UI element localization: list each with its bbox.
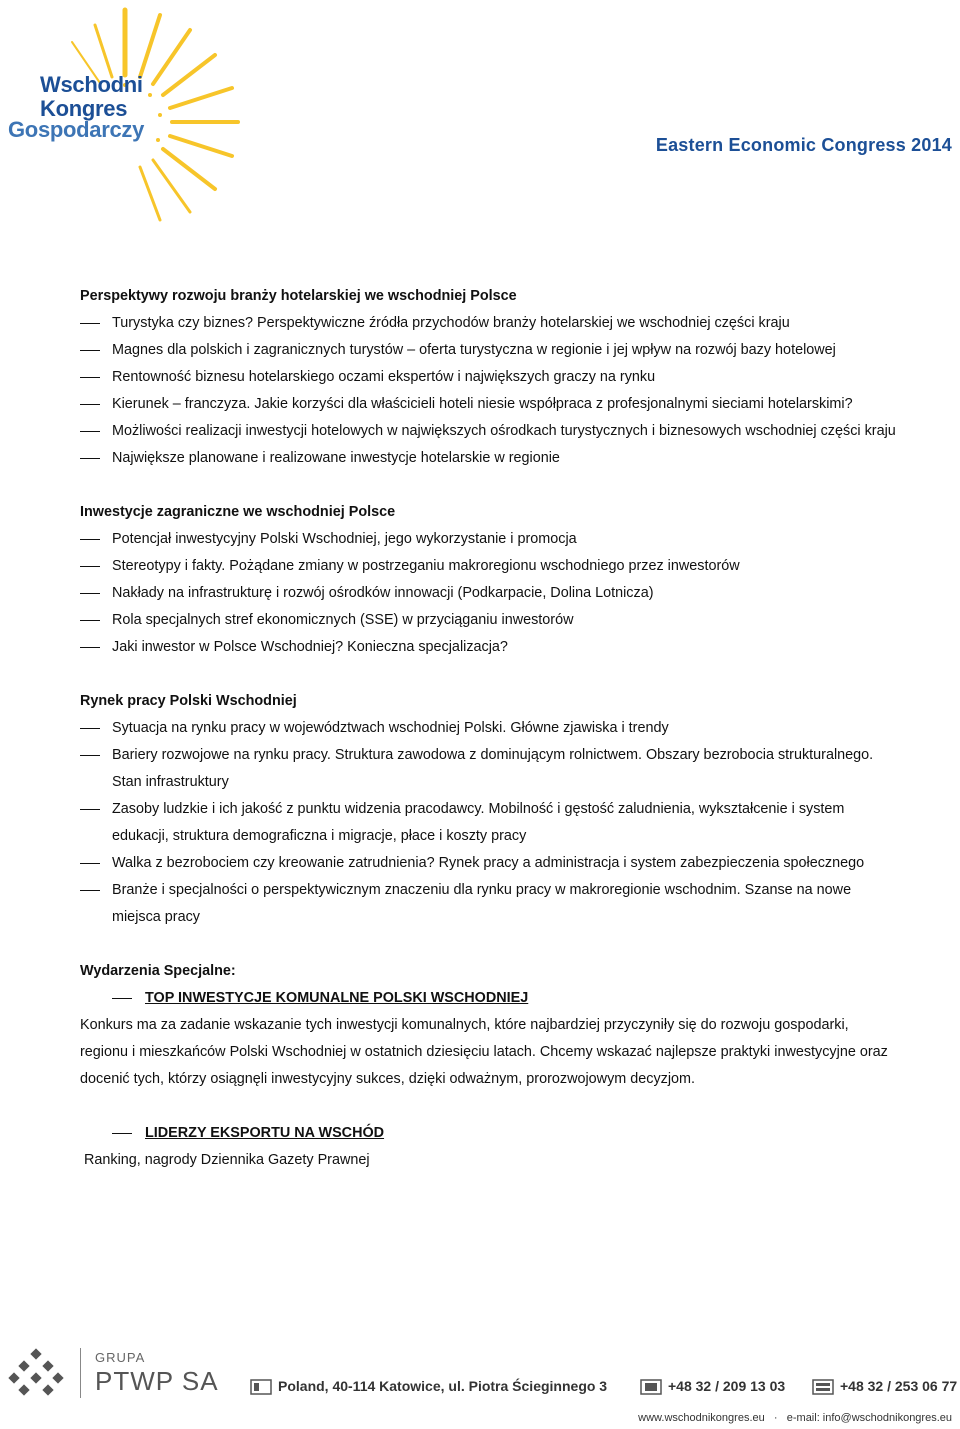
logo-line-3: Gospodarczy <box>8 117 145 142</box>
building-icon <box>250 1379 272 1395</box>
email-link[interactable]: e-mail: info@wschodnikongres.eu <box>786 1412 952 1424</box>
phone-text: +48 32 / 209 13 03 <box>668 1378 786 1394</box>
bullet-list <box>80 526 900 661</box>
list-item: Bariery rozwojowe na rynku pracy. Struktura zawodowa z dominującym rolnictwem. Obszary bezrobocia strukturalnego. Stan infrastruktury <box>80 742 900 796</box>
section-title: Inwestycje zagraniczne we wschodniej Polsce <box>80 504 396 520</box>
address-text: Poland, 40-114 Katowice, ul. Piotra Ścieginnego 3 <box>278 1378 608 1394</box>
list-item: Sytuacja na rynku pracy w województwach wschodniej Polski. Główne zjawiska i trendy <box>80 715 900 742</box>
section-special-events <box>80 958 900 1174</box>
list-item: Potencjał inwestycyjny Polski Wschodniej, jego wykorzystanie i promocja <box>80 526 900 553</box>
web-contact: www.wschodnikongres.eu · e-mail: info@wschodnikongres.eu <box>638 1412 952 1424</box>
list-item: Nakłady na infrastrukturę i rozwój ośrodków innowacji (Podkarpacie, Dolina Lotnicza) <box>80 580 900 607</box>
event-title: TOP INWESTYCJE KOMUNALNE POLSKI WSCHODNIEJ <box>80 985 900 1012</box>
phone-block <box>640 1378 785 1395</box>
list-item: Kierunek – franczyza. Jakie korzyści dla właścicieli hoteli niesie współpraca z profesjonalnymi sieciami hotelarskimi? <box>80 391 900 418</box>
list-item: Możliwości realizacji inwestycji hotelowych w największych ośrodkach turystycznych i biznesowych wschodniej części kraju <box>80 418 900 445</box>
congress-title: Eastern Economic Congress 2014 <box>655 135 952 155</box>
section-title: Rynek pracy Polski Wschodniej <box>80 693 297 709</box>
footer-divider <box>80 1348 81 1398</box>
list-item: Branże i specjalności o perspektywicznym znaczeniu dla rynku pracy w makroregionie wschodnim. Szanse na nowe miejsca pracy <box>80 877 900 931</box>
grupa-label: GRUPA <box>95 1350 146 1365</box>
spacer <box>80 1093 900 1120</box>
ptwp-logo-icon <box>8 1348 68 1398</box>
bullet-list <box>80 715 900 931</box>
document-body <box>80 283 900 1174</box>
list-item: Walka z bezrobociem czy kreowanie zatrudnienia? Rynek pracy a administracja i system zabezpieczenia społecznego <box>80 850 900 877</box>
footer <box>0 1340 960 1429</box>
logo-line-1: Wschodni <box>40 72 143 97</box>
list-item: Rola specjalnych stref ekonomicznych (SSE) w przyciąganiu inwestorów <box>80 607 900 634</box>
company-name: PTWP SA <box>95 1366 219 1396</box>
fax-icon <box>812 1379 834 1395</box>
fax-block <box>812 1378 957 1395</box>
fax-text: +48 32 / 253 06 77 <box>840 1378 958 1394</box>
list-item: Jaki inwestor w Polsce Wschodniej? Konieczna specjalizacja? <box>80 634 900 661</box>
bullet-list <box>80 310 900 472</box>
section-hotel <box>80 283 900 472</box>
list-item: Magnes dla polskich i zagranicznych turystów – oferta turystyczna w regionie i jej wpływ na rozwój bazy hotelowej <box>80 337 900 364</box>
event-description: Ranking, nagrody Dziennika Gazety Prawnej <box>84 1152 370 1168</box>
list-item: Rentowność biznesu hotelarskiego oczami ekspertów i największych graczy na rynku <box>80 364 900 391</box>
header <box>0 0 960 230</box>
section-labor-market <box>80 688 900 931</box>
list-item: Największe planowane i realizowane inwestycje hotelarskie w regionie <box>80 445 900 472</box>
event-description: Konkurs ma za zadanie wskazanie tych inwestycji komunalnych, które najbardziej przyczyniły się do rozwoju gospodarki, regionu i mieszkańców Polski Wschodniej w ostatnich dziesięciu latach. Chcemy wskazać najlepsze praktyki inwestycyjne oraz docenić tych, którzy osiągnęli inwestycyjny sukces, dzięki odważnym, prorozwojowym decyzjom. <box>80 1017 888 1087</box>
congress-logo <box>0 0 250 225</box>
address-block <box>250 1378 607 1395</box>
list-item: Turystyka czy biznes? Perspektywiczne źródła przychodów branży hotelarskiej we wschodniej części kraju <box>80 310 900 337</box>
website-link[interactable]: www.wschodnikongres.eu <box>638 1412 765 1424</box>
section-title: Wydarzenia Specjalne: <box>80 963 236 979</box>
list-item: Stereotypy i fakty. Pożądane zmiany w postrzeganiu makroregionu wschodniego przez inwestorów <box>80 553 900 580</box>
list-item: Zasoby ludzkie i ich jakość z punktu widzenia pracodawcy. Mobilność i gęstość zaludnienia, wykształcenie i system edukacji, struktura demograficzna i migracje, płace i koszty pracy <box>80 796 900 850</box>
phone-icon <box>640 1379 662 1395</box>
event-title: LIDERZY EKSPORTU NA WSCHÓD <box>80 1120 900 1147</box>
section-foreign-investment <box>80 499 900 661</box>
logo-line-2: Kongres <box>40 96 128 121</box>
section-title: Perspektywy rozwoju branży hotelarskiej we wschodniej Polsce <box>80 288 517 304</box>
